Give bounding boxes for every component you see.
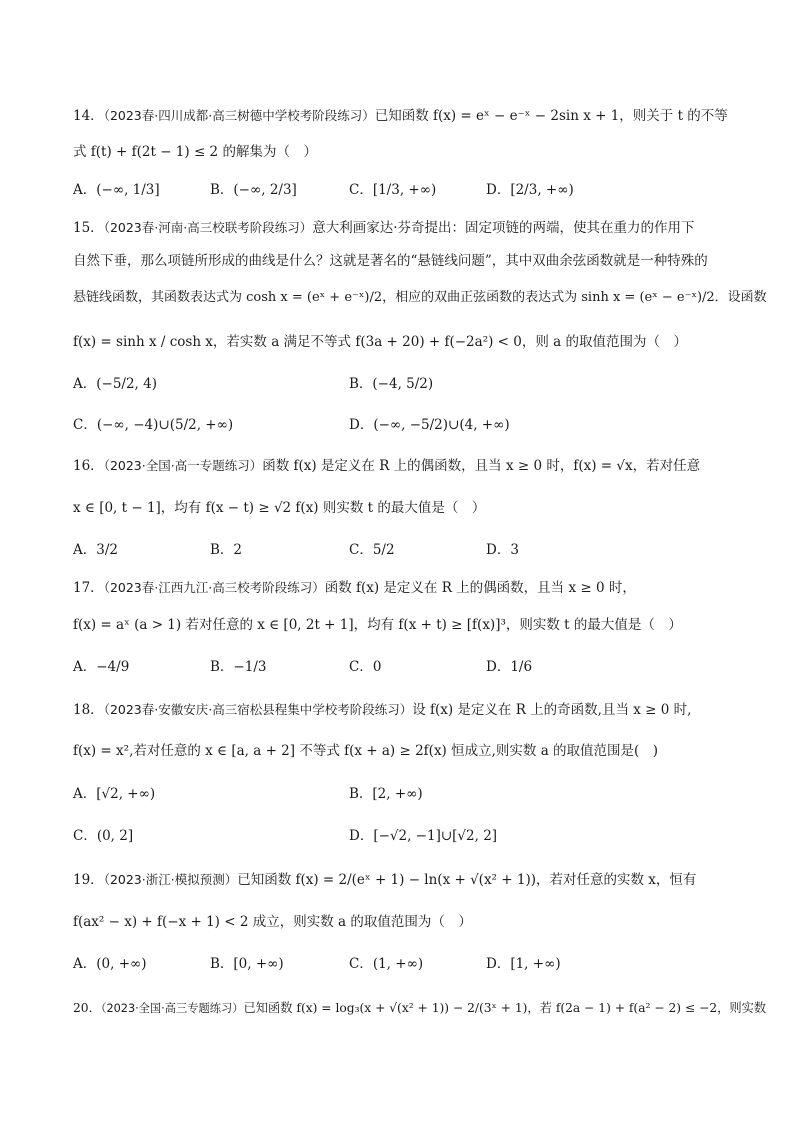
- q19-stem-2: f(ax² − x) + f(−x + 1) < 2 成立，则实数 a 的取值范围为（ ）: [73, 914, 472, 930]
- q19-option-d[interactable]: D．[1, +∞): [486, 956, 561, 972]
- q20-stem-1: 已知函数 f(x) = log₃(x + √(x² + 1)) − 2/(3ˣ + 1)，若 f(2a − 1) + f(a² − 2) ≤ −2，则实数: [243, 1001, 767, 1015]
- q15-line-1: [73, 218, 754, 238]
- q14-stem-2: 式 f(t) + f(2t − 1) ≤ 2 的解集为（ ）: [73, 144, 317, 160]
- q18-option-b[interactable]: B．[2, +∞): [349, 786, 423, 802]
- q18-stem-2: f(x) = x²,若对任意的 x ∈ [a, a + 2] 不等式 f(x + a) ≥ 2f(x) 恒成立,则实数 a 的取值范围是( ): [73, 743, 659, 759]
- q16-option-b[interactable]: B．2: [210, 542, 243, 558]
- q14-line-2: [73, 142, 754, 162]
- q15-option-a[interactable]: A．(−5/2, 4): [73, 376, 157, 392]
- q14-option-a[interactable]: A．(−∞, 1/3]: [73, 182, 160, 198]
- q18-number: 18．: [73, 702, 104, 718]
- q17-stem-2: f(x) = aˣ (a > 1) 若对任意的 x ∈ [0, 2t + 1]，均有 f(x + t) ≥ [f(x)]³，则实数 t 的最大值是（ ）: [73, 617, 682, 633]
- q14-number: 14．: [73, 108, 104, 124]
- q18-line-2: [73, 741, 754, 761]
- q15-line-3: [73, 288, 767, 308]
- q16-option-d[interactable]: D．3: [486, 542, 519, 558]
- q17-number: 17．: [73, 580, 104, 596]
- q19-option-b[interactable]: B．[0, +∞): [210, 956, 284, 972]
- q17-option-d[interactable]: D．1/6: [486, 659, 533, 675]
- q17-line-2: [73, 615, 754, 635]
- q18-stem-1: 设 f(x) 是定义在 R 上的奇函数,且当 x ≥ 0 时,: [412, 702, 692, 718]
- q19-number: 19．: [73, 872, 104, 888]
- q20-line-1: [73, 998, 767, 1019]
- q16-number: 16．: [73, 458, 104, 474]
- q19-option-a[interactable]: A．(0, +∞): [73, 956, 147, 972]
- q17-option-b[interactable]: B．−1/3: [210, 659, 267, 675]
- q15-stem-3: 悬链线函数，其函数表达式为 cosh x = (eˣ + e⁻ˣ)/2，相应的双曲正弦函数的表达式为 sinh x = (eˣ − e⁻ˣ)/2．设函数: [73, 290, 767, 305]
- q15-stem-2: 自然下垂，那么项链所形成的曲线是什么？这就是著名的“悬链线问题”，其中双曲余弦函数就是一种特殊的: [73, 253, 708, 269]
- q18-option-c[interactable]: C．(0, 2]: [73, 828, 134, 844]
- q20-number: 20．: [73, 1001, 101, 1015]
- q16-option-a[interactable]: A．3/2: [73, 542, 118, 558]
- q15-number: 15．: [73, 220, 104, 236]
- q17-line-1: [73, 578, 754, 598]
- q15-option-b[interactable]: B．(−4, 5/2): [349, 376, 434, 392]
- q18-option-d[interactable]: D．[−√2, −1]∪[√2, 2]: [349, 828, 498, 844]
- q15-stem-4: f(x) = sinh x / cosh x，若实数 a 满足不等式 f(3a + 20) + f(−2a²) < 0，则 a 的取值范围为（ ）: [73, 334, 687, 350]
- q15-option-c[interactable]: C．(−∞, −4)∪(5/2, +∞): [73, 417, 234, 433]
- q15-option-d[interactable]: D．(−∞, −5/2)∪(4, +∞): [349, 417, 510, 433]
- q18-line-1: [73, 700, 754, 720]
- q20-source: （2023·全国·高三专题练习）: [100, 1002, 244, 1015]
- q16-source: （2023·全国·高一专题练习）: [103, 458, 263, 473]
- q15-line-2: [73, 251, 754, 271]
- q14-option-c[interactable]: C．[1/3, +∞): [349, 182, 437, 198]
- q17-stem-1: 函数 f(x) 是定义在 R 上的偶函数，且当 x ≥ 0 时，: [324, 580, 636, 596]
- q15-source: （2023春·河南·高三校联考阶段练习）: [103, 220, 313, 235]
- q14-stem-1: 已知函数 f(x) = eˣ − e⁻ˣ − 2sin x + 1，则关于 t 的不等: [374, 108, 728, 124]
- q17-source: （2023春·江西九江·高三校考阶段练习）: [103, 580, 325, 595]
- q19-line-1: [73, 870, 754, 890]
- q14-option-d[interactable]: D．[2/3, +∞): [486, 182, 574, 198]
- q19-stem-1: 已知函数 f(x) = 2/(eˣ + 1) − ln(x + √(x² + 1))，若对任意的实数 x，恒有: [237, 872, 697, 888]
- q19-line-2: [73, 912, 754, 932]
- q16-stem-1: 函数 f(x) 是定义在 R 上的偶函数，且当 x ≥ 0 时，f(x) = √x，若对任意: [262, 458, 701, 474]
- q16-line-2: [73, 498, 754, 518]
- q14-source: （2023春·四川成都·高三树德中学校考阶段练习）: [103, 108, 375, 123]
- q19-option-c[interactable]: C．(1, +∞): [349, 956, 424, 972]
- q18-source: （2023春·安徽安庆·高三宿松县程集中学校考阶段练习）: [103, 702, 413, 717]
- q16-line-1: [73, 456, 754, 476]
- q16-stem-2: x ∈ [0, t − 1]，均有 f(x − t) ≥ √2 f(x) 则实数 t 的最大值是（ ）: [73, 500, 486, 516]
- q15-stem-1: 意大利画家达·芬奇提出：固定项链的两端，使其在重力的作用下: [312, 220, 695, 236]
- q14-option-b[interactable]: B．(−∞, 2/3]: [210, 182, 297, 198]
- q19-source: （2023·浙江·模拟预测）: [103, 872, 238, 887]
- q15-line-4: [73, 332, 754, 352]
- q17-option-c[interactable]: C．0: [349, 659, 382, 675]
- q17-option-a[interactable]: A．−4/9: [73, 659, 130, 675]
- q18-option-a[interactable]: A．[√2, +∞): [73, 786, 156, 802]
- q16-option-c[interactable]: C．5/2: [349, 542, 395, 558]
- q14-line-1: [73, 106, 754, 126]
